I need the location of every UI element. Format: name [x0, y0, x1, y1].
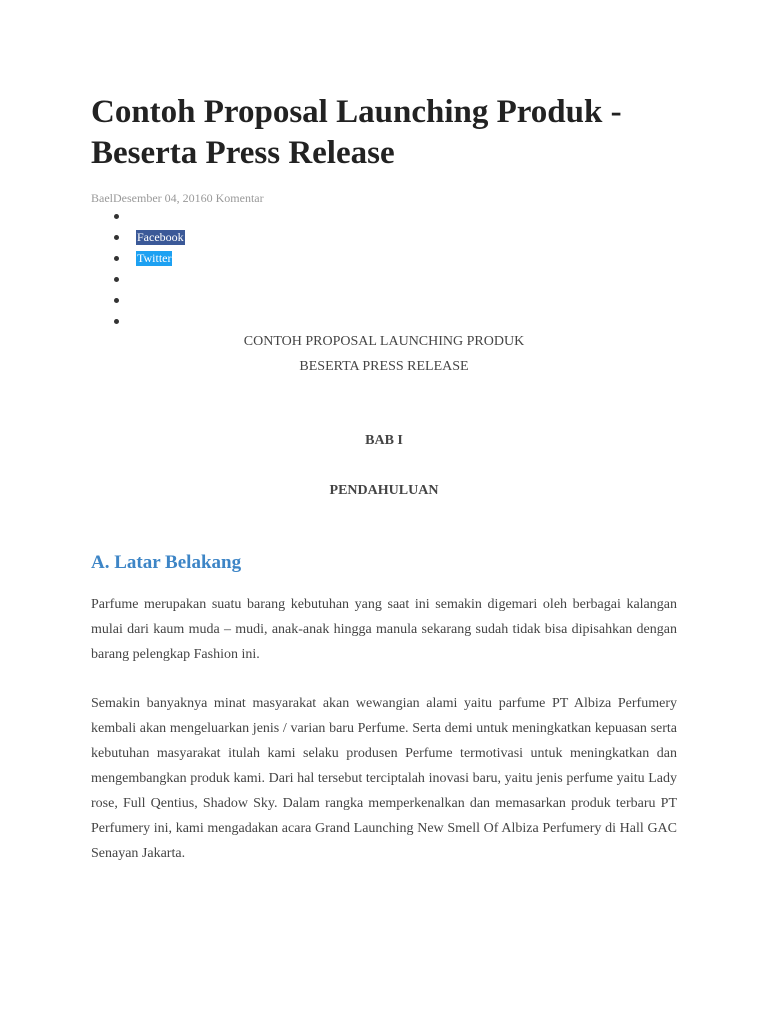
bullet-icon: [114, 277, 119, 282]
share-list-item: [91, 290, 185, 311]
chapter-title: PENDAHULUAN: [329, 483, 439, 498]
document-title-line-1: CONTOH PROPOSAL LAUNCHING PRODUK: [243, 334, 525, 349]
paragraph: Semakin banyaknya minat masyarakat akan wewangian alami yaitu parfume PT Albiza Perfumery kembali akan mengeluarkan jenis / varian baru Perfume. Serta demi untuk meningkatkan kepuasan serta kebutuhan masyarakat itulah kami selaku produsen Perfume termotivasi untuk meningkatkan dan mengembangkan produk kami. Dari hal tersebut terciptalah inovasi baru, yaitu jenis perfume yaitu Lady rose, Full Qentius, Shadow Sky. Dalam rangka memperkenalkan dan memasarkan produk terbaru PT Perfumery ini, kami mengadakan acara Grand Launching New Smell Of Albiza Perfumery di Hall GAC Senayan Jakarta.: [91, 696, 677, 861]
post-meta: BaelDesember 04, 20160 Komentar: [91, 191, 264, 205]
document-title-line-2: BESERTA PRESS RELEASE: [299, 359, 469, 374]
section-heading: A. Latar Belakang: [91, 552, 242, 573]
share-list-item: [91, 269, 185, 290]
share-list-item: [91, 248, 185, 269]
chapter-number: BAB I: [365, 433, 403, 448]
share-facebook-button[interactable]: Facebook: [137, 230, 184, 244]
bullet-icon: [114, 298, 119, 303]
bullet-icon: [114, 319, 119, 324]
bullet-icon: [114, 214, 119, 219]
bullet-icon: [114, 235, 119, 240]
bullet-icon: [114, 256, 119, 261]
share-list-item: [91, 206, 185, 227]
paragraph: Parfume merupakan suatu barang kebutuhan yang saat ini semakin digemari oleh berbagai kalangan mulai dari kaum muda – mudi, anak-anak hingga manula sekarang sudah tidak bisa dipisahkan dengan barang pelengkap Fashion ini.: [91, 597, 677, 662]
share-twitter-button[interactable]: Twitter: [137, 251, 172, 265]
share-list: [91, 206, 185, 332]
share-list-item: [91, 311, 185, 332]
post-title: Contoh Proposal Launching Produk - Beserta Press Release: [91, 94, 622, 171]
share-list-item: [91, 227, 185, 248]
